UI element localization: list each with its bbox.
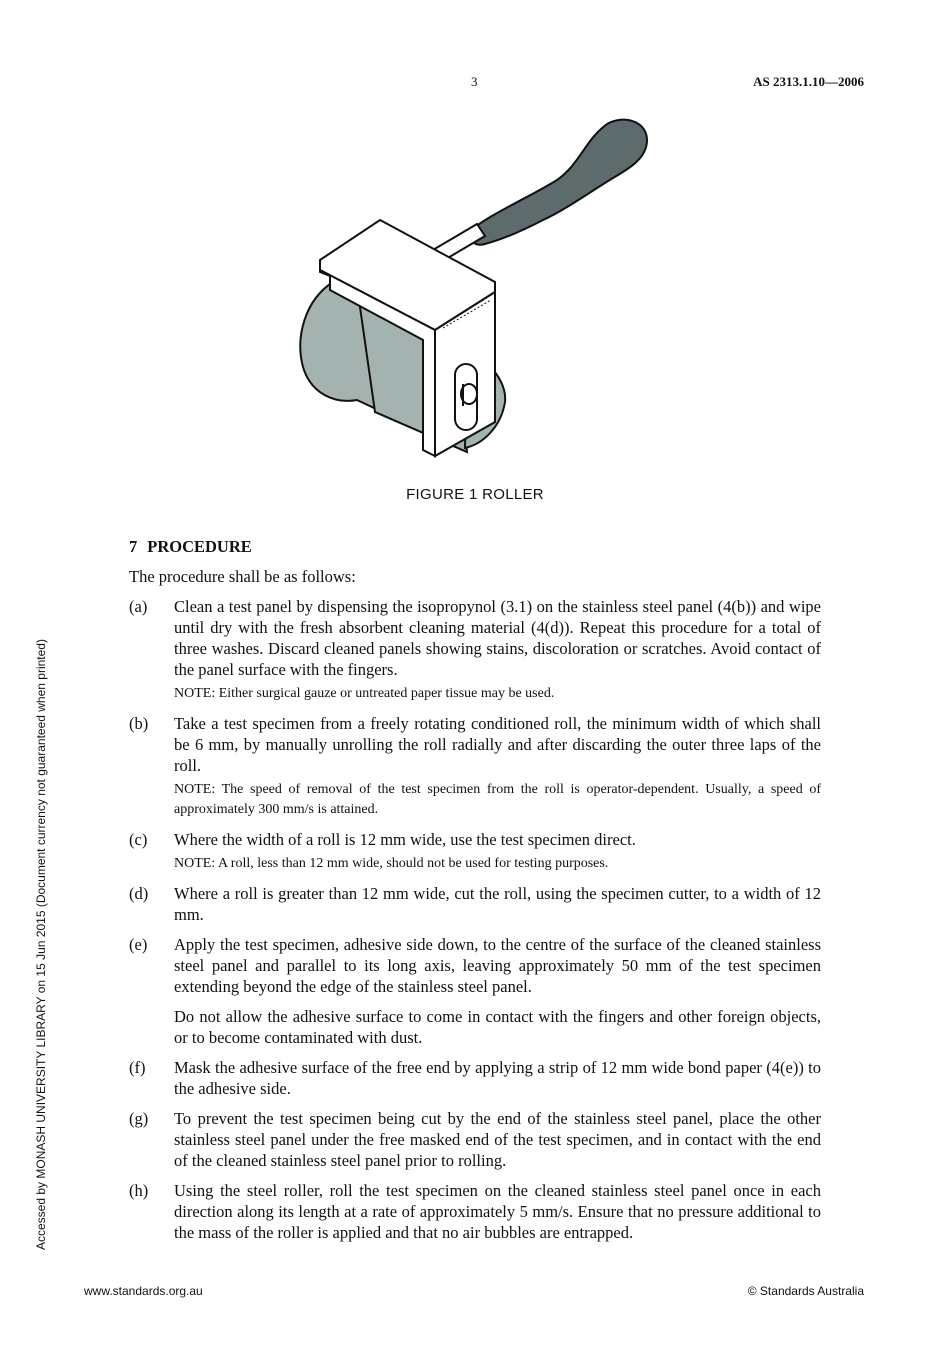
item-label: (c): [129, 830, 148, 849]
list-item: [129, 829, 821, 874]
access-watermark: Accessed by MONASH UNIVERSITY LIBRARY on 15 Jun 2015 (Document currency not guaranteed when printed): [34, 639, 48, 1250]
section-number: 7: [129, 537, 138, 556]
figure-caption: FIGURE 1 ROLLER: [406, 486, 544, 503]
list-item: [129, 883, 821, 925]
item-label: (e): [129, 935, 148, 954]
item-text: Using the steel roller, roll the test specimen on the cleaned stainless steel panel once in each direction along its length at a rate of approximately 5 mm/s. Ensure that no pressure additional to the mass of the roller is applied and that no air bubbles are entrapped.: [174, 1181, 821, 1242]
item-text: Take a test specimen from a freely rotating conditioned roll, the minimum width of which shall be 6 mm, by manually unrolling the roll radially and after discarding the outer three laps of the roll.: [174, 714, 821, 775]
item-note: NOTE: Either surgical gauze or untreated paper tissue may be used.: [174, 686, 555, 701]
roller-figure: [295, 112, 665, 462]
item-label: (a): [129, 597, 148, 616]
item-label: (g): [129, 1109, 149, 1128]
section-intro: The procedure shall be as follows:: [129, 567, 356, 586]
footer-copyright: © Standards Australia: [747, 1284, 864, 1298]
item-label: (f): [129, 1058, 146, 1077]
item-note: NOTE: A roll, less than 12 mm wide, should not be used for testing purposes.: [174, 856, 609, 871]
list-item: [129, 1057, 821, 1099]
item-note: NOTE: The speed of removal of the test specimen from the roll is operator-dependent. Usually, a speed of approximately 300 mm/s is attained.: [174, 782, 821, 817]
item-text: Clean a test panel by dispensing the isopropynol (3.1) on the stainless steel panel (4(b)) and wipe until dry with the fresh absorbent cleaning material (4(d)). Repeat this procedure for a total of three washes. Discard cleaned panels showing stains, discoloration or scratches. Avoid contact of the panel surface with the fingers.: [174, 597, 821, 679]
item-text: Where the width of a roll is 12 mm wide, use the test specimen direct.: [174, 830, 636, 849]
item-text: Apply the test specimen, adhesive side down, to the centre of the surface of the cleaned stainless steel panel and parallel to its long axis, leaving approximately 50 mm of the test specimen extending beyond the edge of the stainless steel panel.: [174, 935, 821, 996]
section-title: PROCEDURE: [147, 537, 252, 556]
item-text: To prevent the test specimen being cut by the end of the stainless steel panel, place the other stainless steel panel under the free masked end of the test specimen, and in contact with the end of the cleaned stainless steel panel prior to rolling.: [174, 1109, 821, 1170]
footer-website: www.standards.org.au: [84, 1284, 203, 1298]
item-label: (b): [129, 714, 149, 733]
item-text-continued: Do not allow the adhesive surface to come in contact with the fingers and other foreign objects, or to become contaminated with dust.: [174, 1007, 821, 1047]
list-item: [129, 713, 821, 820]
item-label: (d): [129, 884, 149, 903]
roller-handle: [470, 120, 647, 245]
procedure-section: [129, 536, 821, 1252]
page-number: 3: [471, 74, 478, 89]
item-text: Where a roll is greater than 12 mm wide, cut the roll, using the specimen cutter, to a width of 12 mm.: [174, 884, 821, 924]
list-item: [129, 934, 821, 1048]
list-item: [129, 596, 821, 704]
item-label: (h): [129, 1181, 149, 1200]
item-text: Mask the adhesive surface of the free end by applying a strip of 12 mm wide bond paper (4(e)) to the adhesive side.: [174, 1058, 821, 1098]
list-item: [129, 1180, 821, 1243]
section-heading: [129, 536, 821, 557]
list-item: [129, 1108, 821, 1171]
document-reference: AS 2313.1.10—2006: [753, 74, 864, 89]
